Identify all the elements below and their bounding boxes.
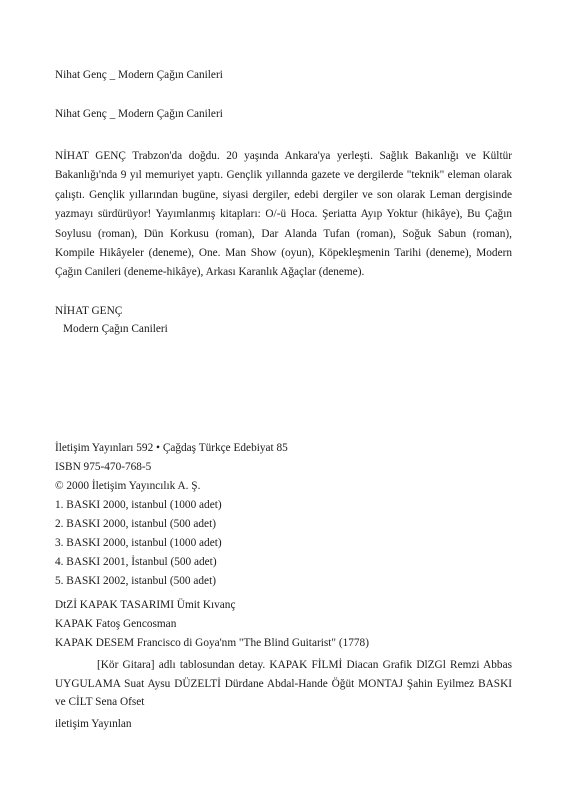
document-title: Nihat Genç _ Modern Çağın Canileri — [55, 108, 223, 120]
publisher-line: iletişim Yayınlan — [55, 718, 132, 730]
print-run-2: 2. BASKI 2000, istanbul (500 adet) — [55, 518, 216, 530]
print-run-4: 4. BASKI 2001, İstanbul (500 adet) — [55, 556, 217, 568]
copyright-line: © 2000 İletişim Yayıncılık A. Ş. — [55, 480, 201, 492]
credits-text: [Kör Gitara] adlı tablosundan detay. KAPAK FİLMİ Diacan Grafik DlZGl Remzi Abbas UYGULAMA Suat Aysu DÜZELTİ Dürdane Abdal-Hande Öğüt MONTAJ Şahin Eyilmez BASKI ve CİLT Sena Ofset — [55, 659, 512, 709]
print-run-1: 1. BASKI 2000, istanbul (1000 adet) — [55, 499, 222, 511]
cover-credit: KAPAK Fatoş Gencosman — [55, 618, 177, 630]
author-name: NİHAT GENÇ — [55, 305, 123, 317]
cover-design-credit: DtZİ KAPAK TASARIMI Ümit Kıvanç — [55, 599, 236, 611]
credits-paragraph — [55, 656, 512, 712]
print-run-3: 3. BASKI 2000, istanbul (1000 adet) — [55, 537, 222, 549]
author-bio-paragraph: NİHAT GENÇ Trabzon'da doğdu. 20 yaşında Ankara'ya yerleşti. Sağlık Bakanlığı ve Kültür Bakanlığı'nda 9 yıl memuriyet yaptı. Gençlik yıllannda gazete ve dergilerde "teknik" eleman olarak çalıştı. Gençlik yıllarından bugüne, siyasi dergiler, edebi dergiler ve son olarak Leman dergisinde yazmayı sürdürüyor! Yayımlanmış kitapları: O/-ü Hoca. Şeriatta Ayıp Yoktur (hikâye), Bu Çağın Soylusu (roman), Dün Korkusu (roman), Dar Alanda Tufan (roman), Soğuk Sabun (roman), Kompile Hikâyeler (deneme), One. Man Show (oyun), Köpekleşmenin Tarihi (deneme), Modern Çağın Canileri (deneme-hikâye), Arkası Karanlık Ağaçlar (deneme). — [55, 150, 512, 279]
series-line: İletişim Yayınları 592 • Çağdaş Türkçe Edebiyat 85 — [55, 442, 288, 454]
document-header: Nihat Genç _ Modern Çağın Canileri — [55, 69, 223, 81]
cover-art-credit: KAPAK DESEM Francisco di Goya'nm "The Blind Guitarist" (1778) — [55, 637, 369, 649]
book-title: Modern Çağın Canileri — [63, 323, 168, 335]
print-run-5: 5. BASKI 2002, istanbul (500 adet) — [55, 575, 216, 587]
isbn-line: ISBN 975-470-768-5 — [55, 461, 152, 473]
